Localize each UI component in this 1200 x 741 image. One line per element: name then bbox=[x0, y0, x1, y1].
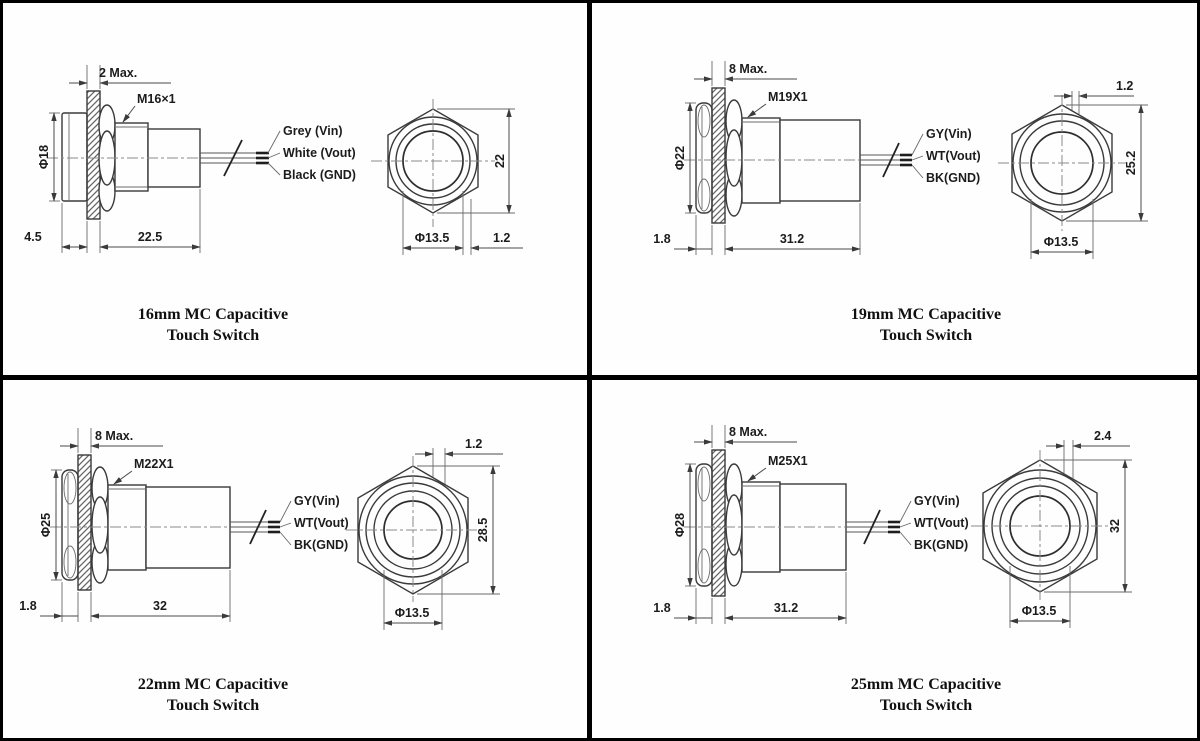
dim-label-diameter: Φ25 bbox=[39, 512, 53, 538]
mounting-panel-hatch bbox=[87, 91, 100, 219]
wires bbox=[860, 134, 923, 178]
wire-label-gnd: BK(GND) bbox=[294, 538, 349, 552]
dim-label-behind-length: 31.2 bbox=[779, 232, 805, 246]
dim-label-behind-length: 22.5 bbox=[137, 230, 163, 244]
wire-label-vin: Grey (Vin) bbox=[283, 124, 343, 138]
caption-19mm bbox=[716, 305, 1136, 347]
dim-label-diameter: Φ18 bbox=[37, 144, 51, 170]
thread-section bbox=[115, 123, 148, 191]
dim-label-front-length: 1.8 bbox=[653, 601, 671, 615]
wire-label-gnd: BK(GND) bbox=[914, 538, 969, 552]
thread-spec-label: M16×1 bbox=[137, 92, 176, 106]
dim-label-front-length: 1.8 bbox=[19, 599, 37, 613]
quadrant-19mm bbox=[592, 3, 1197, 375]
side-view-16mm bbox=[24, 65, 356, 253]
side-view-25mm bbox=[653, 425, 968, 624]
wire-label-vout: White (Vout) bbox=[283, 146, 356, 160]
quadrant-25mm bbox=[592, 380, 1197, 738]
switch-body-outline bbox=[684, 450, 872, 596]
quadrant-16mm bbox=[3, 3, 587, 375]
wire-label-vout: WT(Vout) bbox=[294, 516, 349, 530]
dim-label-panel-max: 8 Max. bbox=[729, 425, 768, 439]
dim-label-panel-max: 8 Max. bbox=[95, 429, 134, 443]
side-view-22mm bbox=[19, 428, 348, 622]
dim-label-lens-diameter: Φ13.5 bbox=[414, 231, 450, 245]
dim-label-bezel: 1.2 bbox=[1116, 79, 1134, 93]
caption-line2: Touch Switch bbox=[166, 696, 260, 714]
wire-label-vout: WT(Vout) bbox=[926, 149, 981, 163]
dim-label-across-corners: 32 bbox=[1108, 519, 1122, 533]
mounting-panel-hatch bbox=[78, 455, 91, 590]
diagram-22mm bbox=[3, 380, 587, 665]
front-view-16mm bbox=[371, 99, 523, 255]
diagram-25mm bbox=[592, 380, 1195, 665]
dim-label-front-length: 1.8 bbox=[653, 232, 671, 246]
dim-label-front-length: 4.5 bbox=[24, 230, 42, 244]
caption-22mm bbox=[3, 675, 423, 717]
dim-label-behind-length: 32 bbox=[153, 599, 167, 613]
wires bbox=[200, 131, 280, 176]
wires bbox=[230, 501, 291, 545]
side-view-19mm bbox=[653, 61, 980, 255]
dim-label-panel-max: 8 Max. bbox=[729, 62, 768, 76]
dim-label-bezel: 1.2 bbox=[465, 437, 483, 451]
caption-line1: 22mm MC Capacitive bbox=[137, 676, 289, 693]
switch-head bbox=[62, 113, 87, 201]
dim-label-across-corners: 25.2 bbox=[1124, 150, 1138, 176]
diagram-16mm bbox=[3, 3, 587, 295]
quadrant-22mm bbox=[3, 380, 587, 738]
switch-body-outline bbox=[50, 455, 248, 590]
dim-label-panel-max: 2 Max. bbox=[99, 66, 138, 80]
wire-label-vout: WT(Vout) bbox=[914, 516, 969, 530]
dim-label-diameter: Φ28 bbox=[673, 512, 687, 538]
front-view-19mm bbox=[998, 79, 1148, 259]
dim-label-lens-diameter: Φ13.5 bbox=[1021, 604, 1057, 618]
dim-label-lens-diameter: Φ13.5 bbox=[394, 606, 430, 620]
thread-spec-label: M25X1 bbox=[768, 454, 808, 468]
dim-label-bezel: 1.2 bbox=[493, 231, 511, 245]
caption-line1: 25mm MC Capacitive bbox=[850, 676, 1002, 693]
front-view-22mm bbox=[346, 437, 503, 630]
caption-line2: Touch Switch bbox=[166, 326, 260, 344]
mounting-panel-hatch bbox=[712, 450, 725, 596]
caption-line2: Touch Switch bbox=[879, 696, 973, 714]
caption-25mm bbox=[716, 675, 1136, 717]
wires bbox=[846, 501, 911, 545]
wire-label-gnd: BK(GND) bbox=[926, 171, 981, 185]
dim-label-diameter: Φ22 bbox=[673, 145, 687, 171]
diagram-19mm bbox=[592, 3, 1195, 295]
dim-label-bezel: 2.4 bbox=[1094, 429, 1112, 443]
thread-spec-label: M19X1 bbox=[768, 90, 808, 104]
caption-line2: Touch Switch bbox=[879, 326, 973, 344]
wire-label-vin: GY(Vin) bbox=[294, 494, 340, 508]
dim-label-behind-length: 31.2 bbox=[773, 601, 799, 615]
dim-label-across-corners: 22 bbox=[493, 154, 507, 168]
caption-line1: 19mm MC Capacitive bbox=[850, 306, 1002, 323]
wire-label-vin: GY(Vin) bbox=[926, 127, 972, 141]
caption-16mm bbox=[3, 305, 423, 347]
front-view-25mm bbox=[971, 429, 1132, 628]
caption-line1: 16mm MC Capacitive bbox=[137, 306, 289, 323]
wire-label-vin: GY(Vin) bbox=[914, 494, 960, 508]
thread-spec-label: M22X1 bbox=[134, 457, 174, 471]
dim-label-across-corners: 28.5 bbox=[476, 517, 490, 543]
switch-body-outline bbox=[684, 88, 877, 223]
mounting-panel-hatch bbox=[712, 88, 725, 223]
wire-label-gnd: Black (GND) bbox=[283, 168, 356, 182]
switch-body-outline bbox=[47, 91, 219, 219]
dim-label-lens-diameter: Φ13.5 bbox=[1043, 235, 1079, 249]
